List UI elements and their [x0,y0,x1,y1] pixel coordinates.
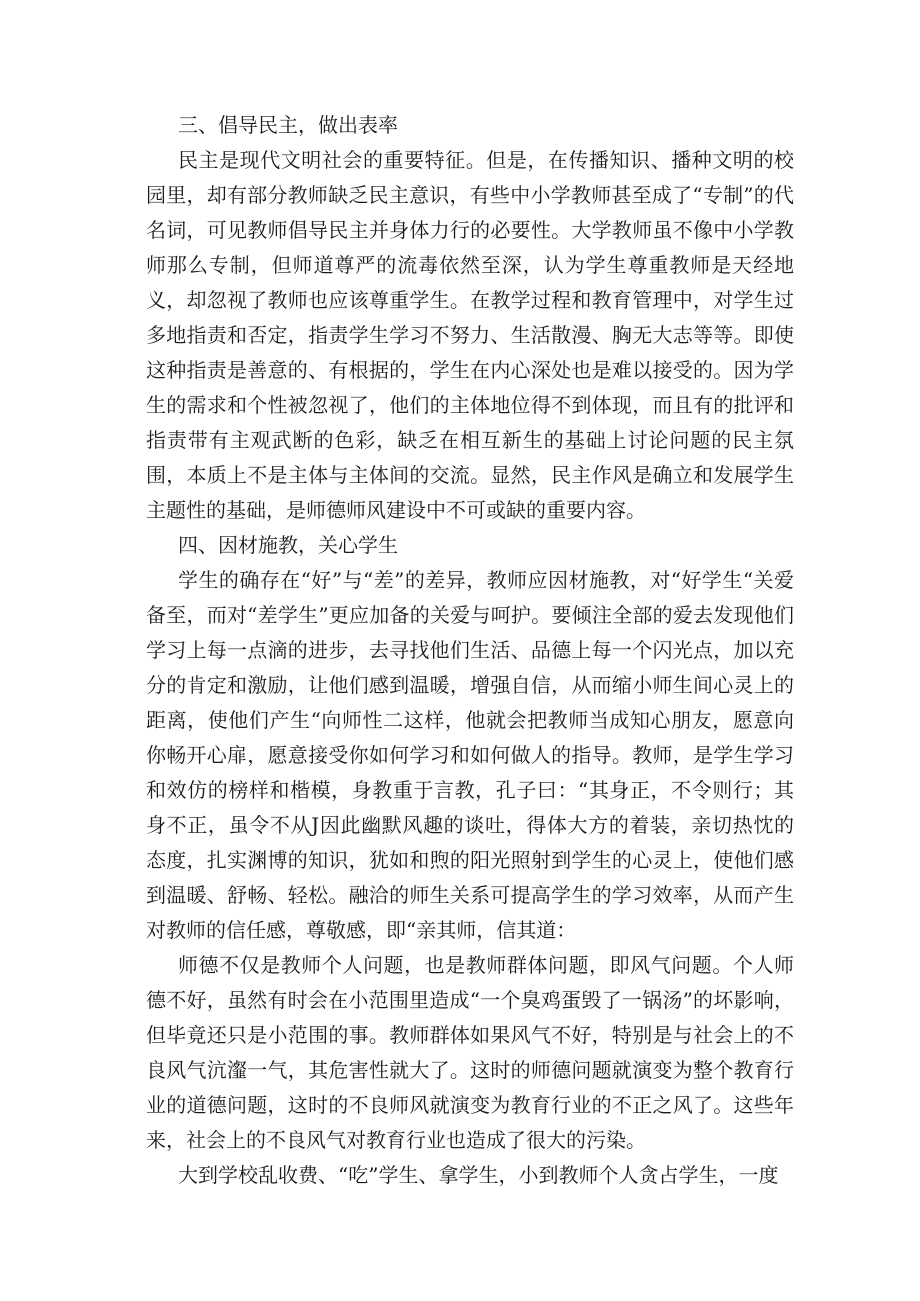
section-4-heading: 四、因材施教，关心学生 [178,533,398,557]
document-page [146,108,794,1193]
section-3-heading: 三、倡导民主，做出表率 [178,113,398,137]
ethics-paragraph: 师德不仅是教师个人问题，也是教师群体问题，即风气问题。个人师德不好，虽然有时会在小范围里造成“一个臭鸡蛋毁了一锅汤”的坏影响，但毕竟还只是小范围的事。教师群体如果风气不好，特别是与社会上的不良风气沆瀣一气，其危害性就大了。这时的师德问题就演变为整个教育行业的道德问题，这时的不良师风就演变为教育行业的不正之风了。这些年来，社会上的不良风气对教育行业也造成了很大的污染。 [146,953,794,1152]
section-4-paragraph: 学生的确存在“好”与“差”的差异，教师应因材施教，对“好学生“关爱备至，而对“差学生”更应加备的关爱与呵护。要倾注全部的爱去发现他们学习上每一点滴的进步，去寻找他们生活、品德上每一个闪光点，加以充分的肯定和激励，让他们感到温暖，增强自信，从而缩小师生间心灵上的距离，使他们产生“向师性二这样，他就会把教师当成知心朋友，愿意向你畅开心扉，愿意接受你如何学习和如何做人的指导。教师，是学生学习和效仿的榜样和楷模，身教重于言教，孔子曰：“其身正，不令则行；其身不正，虽令不从J因此幽默风趣的谈吐，得体大方的着装，亲切热忱的态度，扎实渊博的知识，犹如和煦的阳光照射到学生的心灵上，使他们感到温暖、舒畅、轻松。融洽的师生关系可提高学生的学习效率，从而产生对教师的信任感，尊敬感，即“亲其师，信其道： [146,568,794,942]
section-3-paragraph: 民主是现代文明社会的重要特征。但是，在传播知识、播种文明的校园里，却有部分教师缺乏民主意识，有些中小学教师甚至成了“专制”的代名词，可见教师倡导民主并身体力行的必要性。大学教师虽不像中小学教师那么专制，但师道尊严的流毒依然至深，认为学生尊重教师是天经地义，却忽视了教师也应该尊重学生。在教学过程和教育管理中，对学生过多地指责和否定，指责学生学习不努力、生活散漫、胸无大志等等。即使这种指责是善意的、有根据的，学生在内心深处也是难以接受的。因为学生的需求和个性被忽视了，他们的主体地位得不到体现，而且有的批评和指责带有主观武断的色彩，缺乏在相互新生的基础上讨论问题的民主氛围，本质上不是主体与主体间的交流。显然，民主作风是确立和发展学生主题性的基础，是师德师风建设中不可或缺的重要内容。 [146,148,794,522]
final-paragraph: 大到学校乱收费、“吃”学生、拿学生，小到教师个人贪占学生，一度 [178,1163,779,1187]
